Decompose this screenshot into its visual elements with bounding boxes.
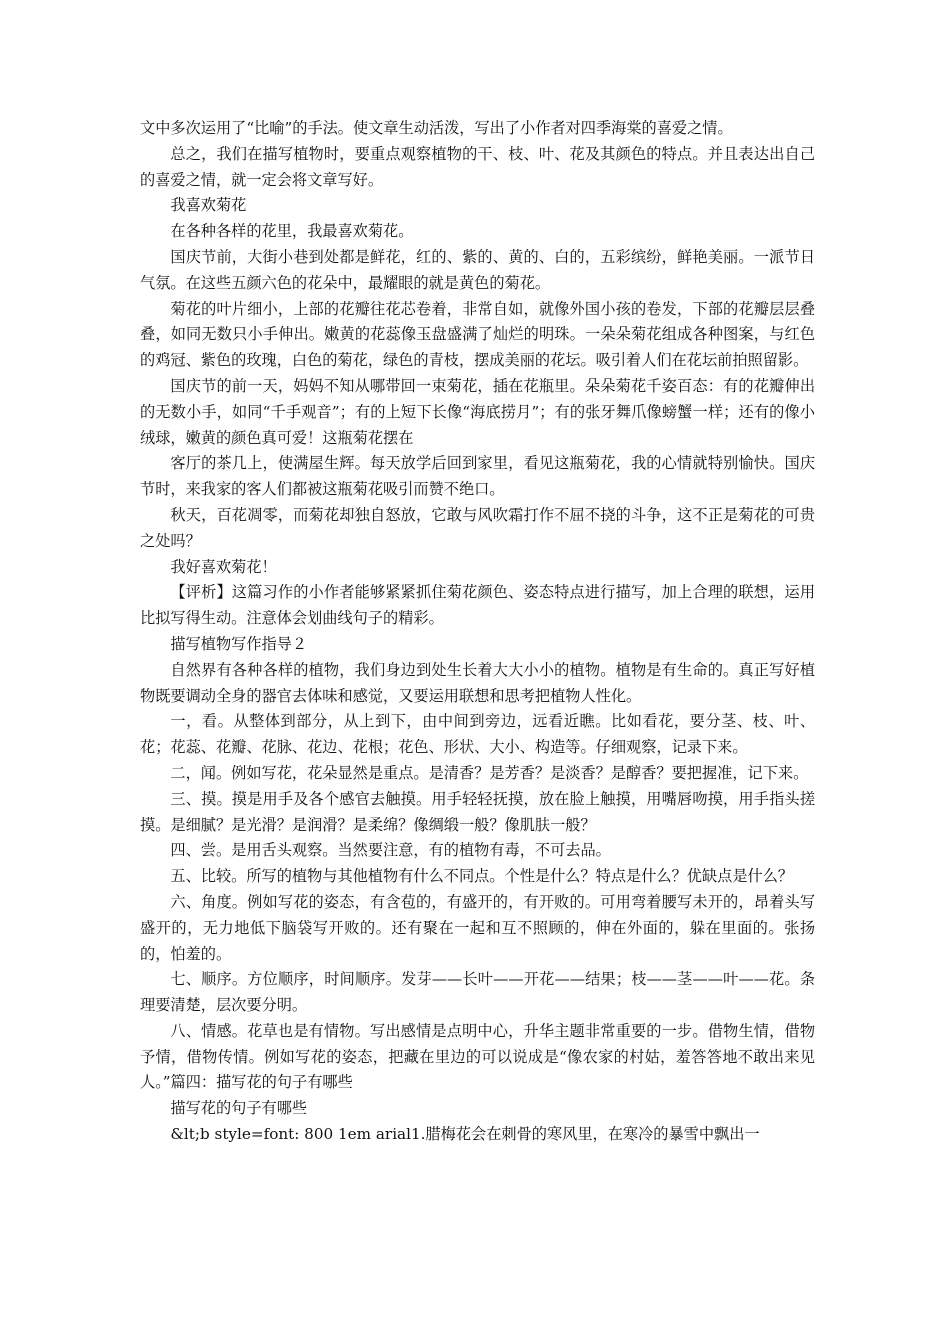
section-heading: 我喜欢菊花 xyxy=(170,196,247,215)
paragraph: 我好喜欢菊花！ xyxy=(170,557,277,576)
paragraph: 菊花的叶片细小，上部的花瓣往花芯卷着，非常自如，就像外国小孩的卷发，下部的花瓣层层叠叠，如同无数只小手伸出。嫩黄的花蕊像玉盘盛满了灿烂的明珠。一朵朵菊花组成各种图案，与红色的鸡冠、紫色的玫瑰，白色的菊花，绿色的青枝，摆成美丽的花坛。吸引着人们在花坛前拍照留影。 xyxy=(140,299,815,370)
paragraph: 二，闻。例如写花，花朵显然是重点。是清香？是芳香？是淡香？是醇香？要把握准，记下来。 xyxy=(170,763,809,782)
paragraph: 四、尝。是用舌头观察。当然要注意，有的植物有毒，不可去品。 xyxy=(170,841,611,860)
paragraph: 八、情感。花草也是有情物。写出感情是点明中心，升华主题非常重要的一步。借物生情，借物予情，借物传情。例如写花的姿态，把藏在里边的可以说成是“像农家的村姑，羞答答地不敢出来见人。”篇四：描写花的句子有哪些 xyxy=(140,1021,815,1092)
paragraph: 自然界有各种各样的植物，我们身边到处生长着大大小小的植物。植物是有生命的。真正写好植物既要调动全身的器官去体味和感觉，又要运用联想和思考把植物人性化。 xyxy=(140,660,815,705)
paragraph: 在各种各样的花里，我最喜欢菊花。 xyxy=(170,222,414,241)
paragraph: 国庆节前，大街小巷到处都是鲜花，红的、紫的、黄的、白的，五彩缤纷，鲜艳美丽。一派节日气氛。在这些五颜六色的花朵中，最耀眼的就是黄色的菊花。 xyxy=(140,247,815,292)
paragraph: 三、摸。摸是用手及各个感官去触摸。用手轻轻抚摸，放在脸上触摸，用嘴唇吻摸，用手指头搓摸。是细腻？是光滑？是润滑？是柔绵？像绸缎一般？像肌肤一般？ xyxy=(140,789,815,834)
paragraph: 一，看。从整体到部分，从上到下，由中间到旁边，远看近瞧。比如看花，要分茎、枝、叶、花；花蕊、花瓣、花脉、花边、花根；花色、形状、大小、构造等。仔细观察，记录下来。 xyxy=(140,712,815,757)
paragraph: 总之，我们在描写植物时，要重点观察植物的干、枝、叶、花及其颜色的特点。并且表达出自己的喜爱之情，就一定会将文章写好。 xyxy=(140,144,815,189)
paragraph: 六、角度。例如写花的姿态，有含苞的，有盛开的，有开败的。可用弯着腰写未开的，昂着头写盛开的，无力地低下脑袋写开败的。还有聚在一起和互不照顾的，伸在外面的，躲在里面的。张扬的，怕羞的。 xyxy=(140,892,815,963)
paragraph: &lt;b style=font: 800 1em arial1.腊梅花会在刺骨的寒风里，在寒冷的暴雪中飘出一 xyxy=(170,1125,760,1144)
document-page xyxy=(140,116,815,1148)
section-heading: 描写花的句子有哪些 xyxy=(170,1099,308,1118)
paragraph: 秋天，百花凋零，而菊花却独自怒放，它敢与风吹霜打作不屈不挠的斗争，这不正是菊花的可贵之处吗？ xyxy=(140,505,815,550)
section-heading: 描写植物写作指导２ xyxy=(170,634,308,653)
paragraph: 客厅的茶几上，使满屋生辉。每天放学后回到家里，看见这瓶菊花，我的心情就特别愉快。国庆节时，来我家的客人们都被这瓶菊花吸引而赞不绝口。 xyxy=(140,454,815,499)
paragraph: 国庆节的前一天，妈妈不知从哪带回一束菊花，插在花瓶里。朵朵菊花千姿百态：有的花瓣伸出的无数小手，如同“千手观音”；有的上短下长像“海底捞月”；有的张牙舞爪像螃蟹一样；还有的像小绒球，嫩黄的颜色真可爱！这瓶菊花摆在 xyxy=(140,376,815,447)
paragraph: 文中多次运用了“比喻”的手法。使文章生动活泼，写出了小作者对四季海棠的喜爱之情。 xyxy=(140,119,733,137)
commentary-paragraph: 【评析】这篇习作的小作者能够紧紧抓住菊花颜色、姿态特点进行描写，加上合理的联想，运用比拟写得生动。注意体会划曲线句子的精彩。 xyxy=(140,583,815,628)
paragraph: 七、顺序。方位顺序，时间顺序。发芽——长叶——开花——结果；枝——茎——叶——花。条理要清楚，层次要分明。 xyxy=(140,970,815,1015)
paragraph: 五、比较。所写的植物与其他植物有什么不同点。个性是什么？特点是什么？优缺点是什么？ xyxy=(170,867,794,886)
